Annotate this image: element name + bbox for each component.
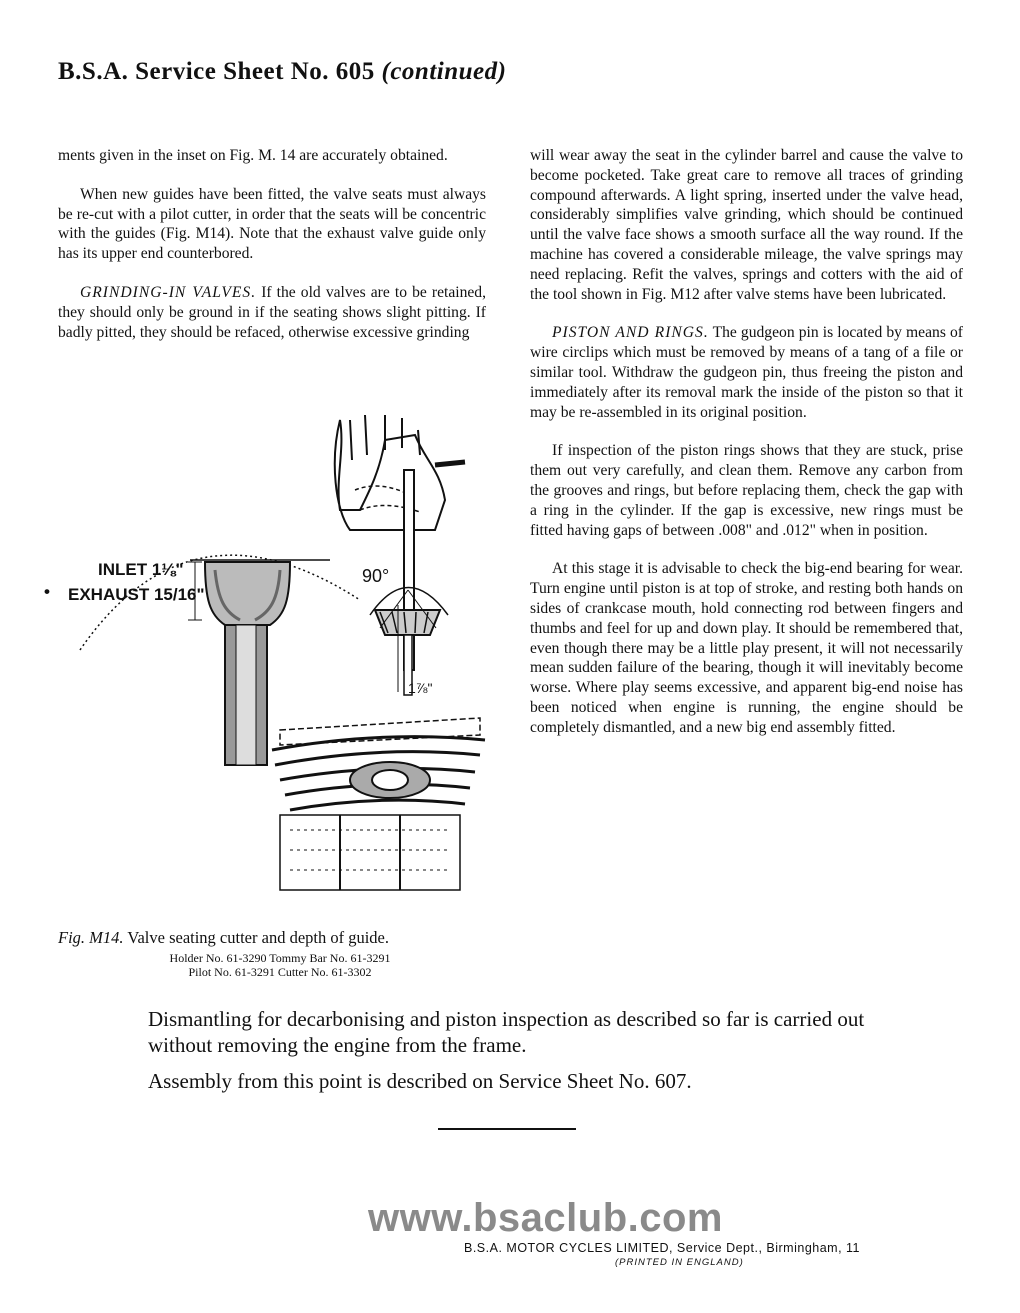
grinding-text: If the old valves are to be retained, they should only be ground in if the seating shows slight pitting. If badly pitted, they should be refaced, otherwise excessive grinding [58, 283, 486, 341]
angle-label: 90° [362, 566, 390, 586]
footer-company: B.S.A. MOTOR CYCLES LIMITED, Service Dept., Birmingham, 11 [464, 1241, 861, 1255]
closing-paragraph-1: Dismantling for decarbonising and piston inspection as described so far is carried out without removing the engine from the frame. [148, 1007, 865, 1057]
part-numbers-line-1: Holder No. 61-3290 Tommy Bar No. 61-3291 [169, 951, 391, 965]
watermark-url: www.bsaclub.com [368, 1196, 723, 1240]
right-paragraph-3: If inspection of the piston rings shows that they are stuck, prise them out very carefully, and clean them. Remove any carbon from the grooves and rings, but before replacing them, check the gap with a ring in the cylinder. If the gap is excessive, new rings must be fitted having gaps of between .008" and .012" when in position. [530, 442, 963, 539]
figure-caption-label: Fig. M14. [58, 928, 124, 947]
right-paragraph-2 [530, 323, 963, 422]
piston-text: The gudgeon pin is located by means of wire circlips which must be removed by means of a tang of a file or similar tool. Withdraw the gudgeon pin, thus freeing the piston and immediately after its removal mark the inside of the piston so that it may be re-assembled in its original position. [530, 324, 963, 421]
page-header [58, 58, 506, 86]
left-column [58, 146, 486, 361]
exhaust-label: EXHAUST 15/16" [68, 585, 205, 604]
figure-caption [58, 928, 498, 948]
left-paragraph-2: When new guides have been fitted, the valve seats must always be re-cut with a pilot cutter, in order that the seats will be concentric with the guides (Fig. M14). Note that the exhaust valve guide only has its upper end counterbored. [58, 185, 486, 263]
right-column [530, 146, 963, 757]
right-paragraph-1: will wear away the seat in the cylinder barrel and cause the valve to become pocketed. Take great care to remove all traces of grinding compound afterwards. A light spring, inserted under the valve head, considerably simplifies valve grinding, which should be continued until the valve face shows a smooth surface all the way round. If the machine has covered a considerable mileage, the valve springs may need replacing. Refit the valves, springs and cotters with the aid of the tool shown in Fig. M12 after valve stems have been lubricated. [530, 147, 963, 303]
left-paragraph-3 [58, 283, 486, 342]
closing-paragraph-2: Assembly from this point is described on Service Sheet No. 607. [148, 1069, 692, 1093]
footer-printed: (PRINTED IN ENGLAND) [615, 1257, 744, 1268]
figure-caption-text: Valve seating cutter and depth of guide. [127, 928, 389, 947]
inlet-label: INLET 1⅛" [98, 560, 184, 579]
closing-notes [148, 1006, 868, 1104]
valve-seating-illustration [40, 400, 490, 900]
piston-heading: PISTON AND RINGS. [552, 324, 709, 342]
grinding-heading: GRINDING-IN VALVES. [80, 283, 257, 301]
end-rule [438, 1128, 576, 1130]
header-continued: (continued) [381, 58, 507, 85]
bullet-mark: • [44, 582, 50, 601]
part-numbers-line-2: Pilot No. 61-3291 Cutter No. 61-3302 [188, 965, 372, 979]
right-paragraph-4: At this stage it is advisable to check the big-end bearing for wear. Turn engine until piston is at top of stroke, and resting both hands on sides of crankcase mouth, hold connecting rod between fingers and thumbs and feel for up and down play. It should be remembered that, even though there may be a little play present, it will not necessarily mean sudden failure of the bearing, though it will inevitably become worse. Where play seems excessive, and apparent big-end noise has been noticed when engine is running, the engine should be completely dismantled, and a new big end assembly fitted. [530, 560, 963, 736]
left-paragraph-1: ments given in the inset on Fig. M. 14 are accurately obtained. [58, 147, 448, 164]
figure-part-numbers [80, 951, 480, 979]
header-title: B.S.A. Service Sheet No. 605 [58, 58, 375, 85]
cylinder-head-drawing [272, 718, 485, 890]
depth-label: 1⅞" [408, 680, 433, 696]
